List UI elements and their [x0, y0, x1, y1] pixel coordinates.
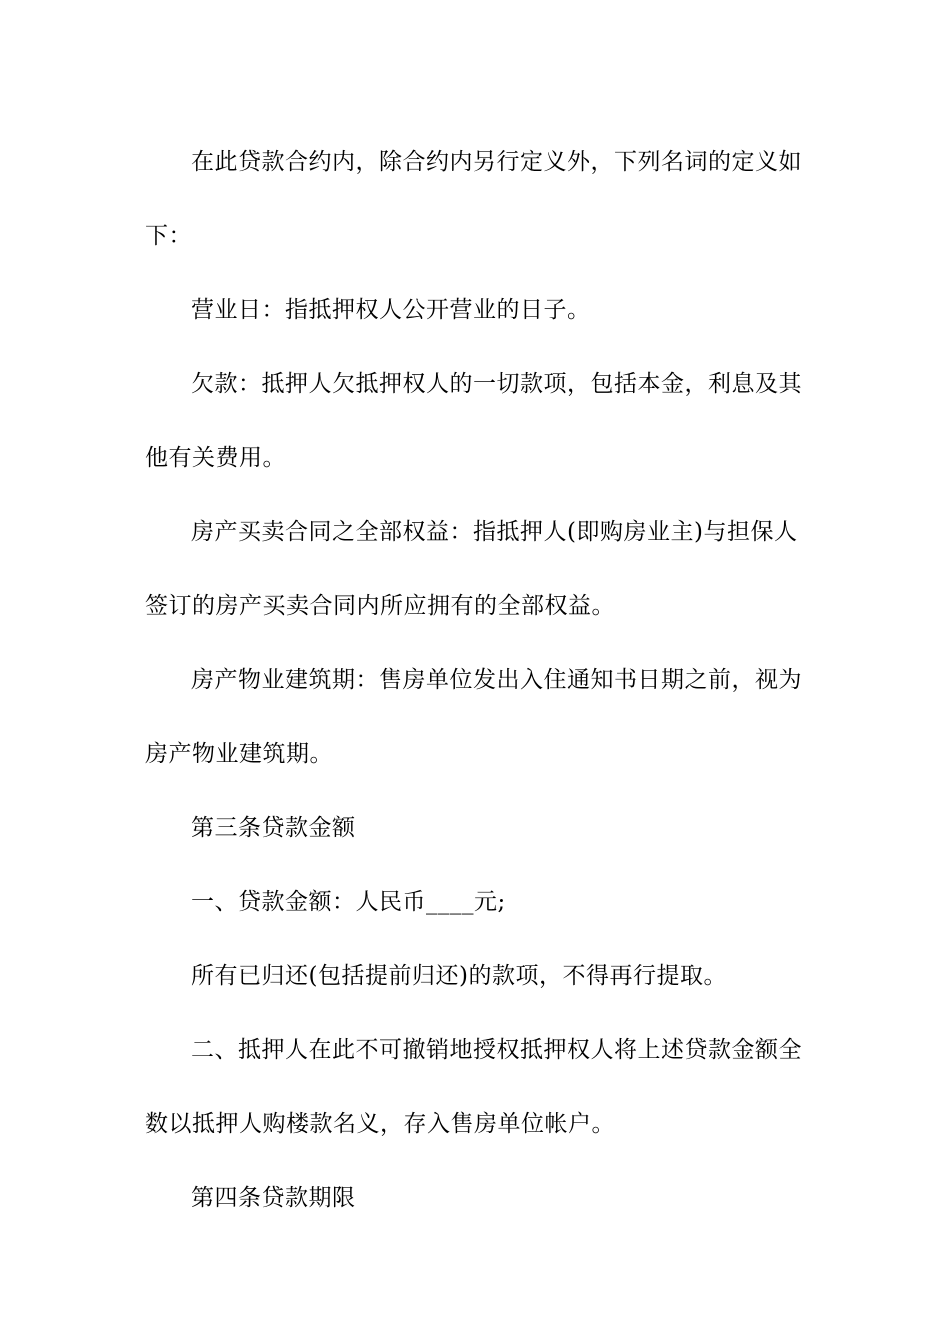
- paragraph-contract-rights: 房产买卖合同之全部权益：指抵押人(即购房业主)与担保人签订的房产买卖合同内所应拥有的全部权益。: [145, 519, 798, 619]
- heading-article-three: 第三条贷款金额: [191, 815, 356, 841]
- paragraph-loan-amount: 一、贷款金额：人民币____元;: [191, 889, 506, 915]
- paragraph-construction-period: 房产物业建筑期：售房单位发出入住通知书日期之前，视为房产物业建筑期。: [145, 667, 802, 767]
- paragraph-definitions-intro: 在此贷款合约内，除合约内另行定义外，下列名词的定义如下：: [145, 149, 802, 249]
- paragraph-authorization: 二、抵押人在此不可撤销地授权抵押权人将上述贷款金额全数以抵押人购楼款名义，存入售房单位帐户。: [145, 1037, 802, 1137]
- paragraph-no-redraw: 所有已归还(包括提前归还)的款项，不得再行提取。: [191, 963, 727, 989]
- heading-article-four: 第四条贷款期限: [191, 1185, 356, 1211]
- paragraph-business-day: 营业日：指抵押权人公开营业的日子。: [191, 297, 591, 323]
- document-body: [145, 125, 810, 1235]
- paragraph-arrears: 欠款：抵押人欠抵押权人的一切款项，包括本金，利息及其他有关费用。: [145, 371, 802, 471]
